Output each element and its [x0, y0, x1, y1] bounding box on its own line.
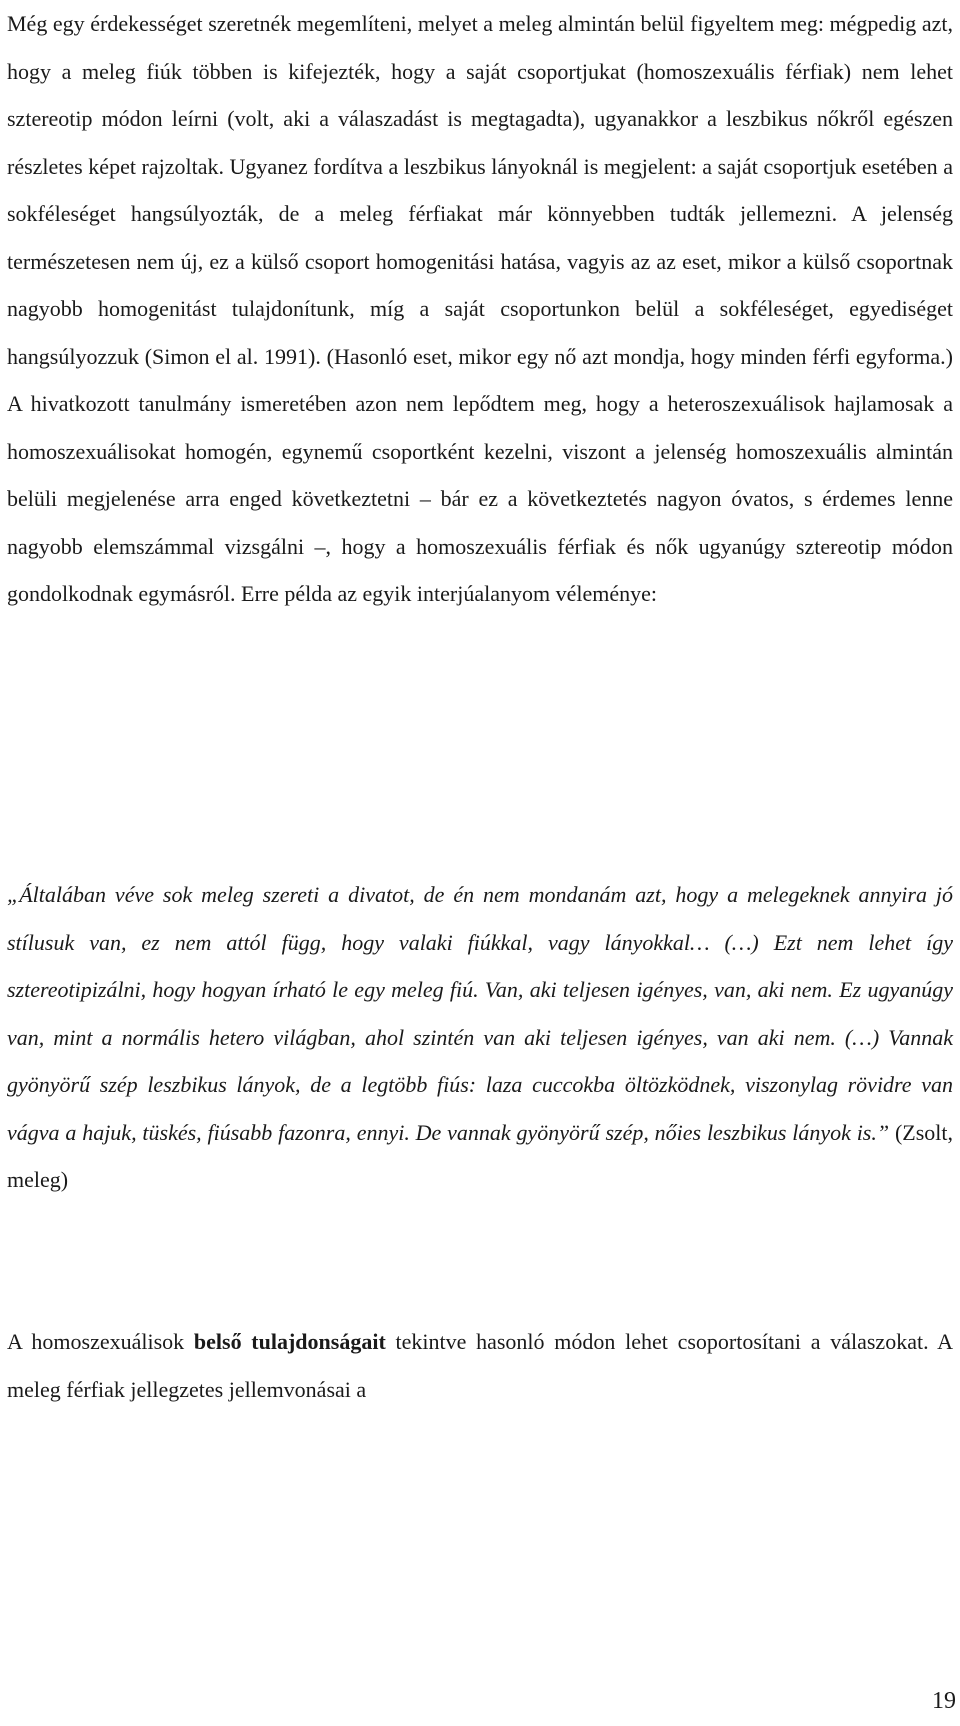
paragraph-1-text: Még egy érdekességet szeretnék megemlíteni, melyet a meleg almintán belül figyeltem meg: mégpedig azt, hogy a meleg fiúk többen is kifejezték, hogy a saját csoportjukat (homoszexuális férfiak) nem lehet sztereotip módon leírni (volt, aki a válaszadást is megtagadta), ugyanakkor a leszbikus nőkről egészen részletes képet rajzoltak. Ugyanez fordítva a leszbikus lányoknál is megjelent: a saját csoportjuk esetében a sokféleséget hangsúlyozták, de a meleg férfiakat már könnyebben tudták jellemezni. A jelenség természetesen nem új, ez a külső csoport homogenitási hatása, vagyis az az eset, mikor a külső csoportnak nagyobb homogenitást tulajdonítunk, míg a saját csoportunkon belül a sokféleséget, egyediséget hangsúlyozzuk (Simon el al. 1991). (Hasonló eset, mikor egy nő azt mondja, hogy minden férfi egyforma.) A hivatkozott tanulmány ismeretében azon nem lepődtem meg, hogy a heteroszexuálisok hajlamosak a homoszexuálisokat homogén, egynemű csoportként kezelni, viszont a jelenség homoszexuális almintán belüli megjelenése arra enged következtetni – bár ez a következtetés nagyon óvatos, s érdemes lenne nagyobb elemszámmal vizsgálni –, hogy a homoszexuális férfiak és nők ugyanúgy sztereotip módon gondolkodnak egymásról. Erre példa az egyik interjúalanyom véleménye:	[7, 11, 953, 606]
paragraph-3-start: A homoszexuálisok	[7, 1329, 194, 1354]
quote-text: „Általában véve sok meleg szereti a divatot, de én nem mondanám azt, hogy a melegeknek annyira jó stílusuk van, ez nem attól függ, hogy valaki fiúkkal, vagy lányokkal… (…) Ezt nem lehet így sztereotipizálni, hogy hogyan írható le egy meleg fiú. Van, aki teljesen igényes, van, aki nem. Ez ugyanúgy van, mint a normális hetero világban, ahol szintén van aki teljesen igényes, van aki nem. (…) Vannak gyönyörű szép leszbikus lányok, de a legtöbb fiús: laza cuccokba öltözködnek, viszonylag rövidre van vágva a hajuk, tüskés, fiúsabb fazonra, ennyi. De vannak gyönyörű szép, nőies leszbikus lányok is.”	[7, 882, 953, 1145]
interview-quote	[7, 871, 953, 1204]
quote-attribution: (Zsolt, meleg)	[7, 1119, 953, 1192]
paragraph-body-3	[7, 1318, 953, 1413]
paragraph-body-1	[7, 0, 953, 618]
page-number: 19	[932, 1688, 956, 1714]
paragraph-3-end: tekintve hasonló módon lehet csoportosítani a válaszokat. A meleg férfiak jellegzetes jellemvonásai a	[7, 1329, 953, 1402]
paragraph-3-bold-phrase: belső tulajdonságait	[193, 1329, 386, 1354]
